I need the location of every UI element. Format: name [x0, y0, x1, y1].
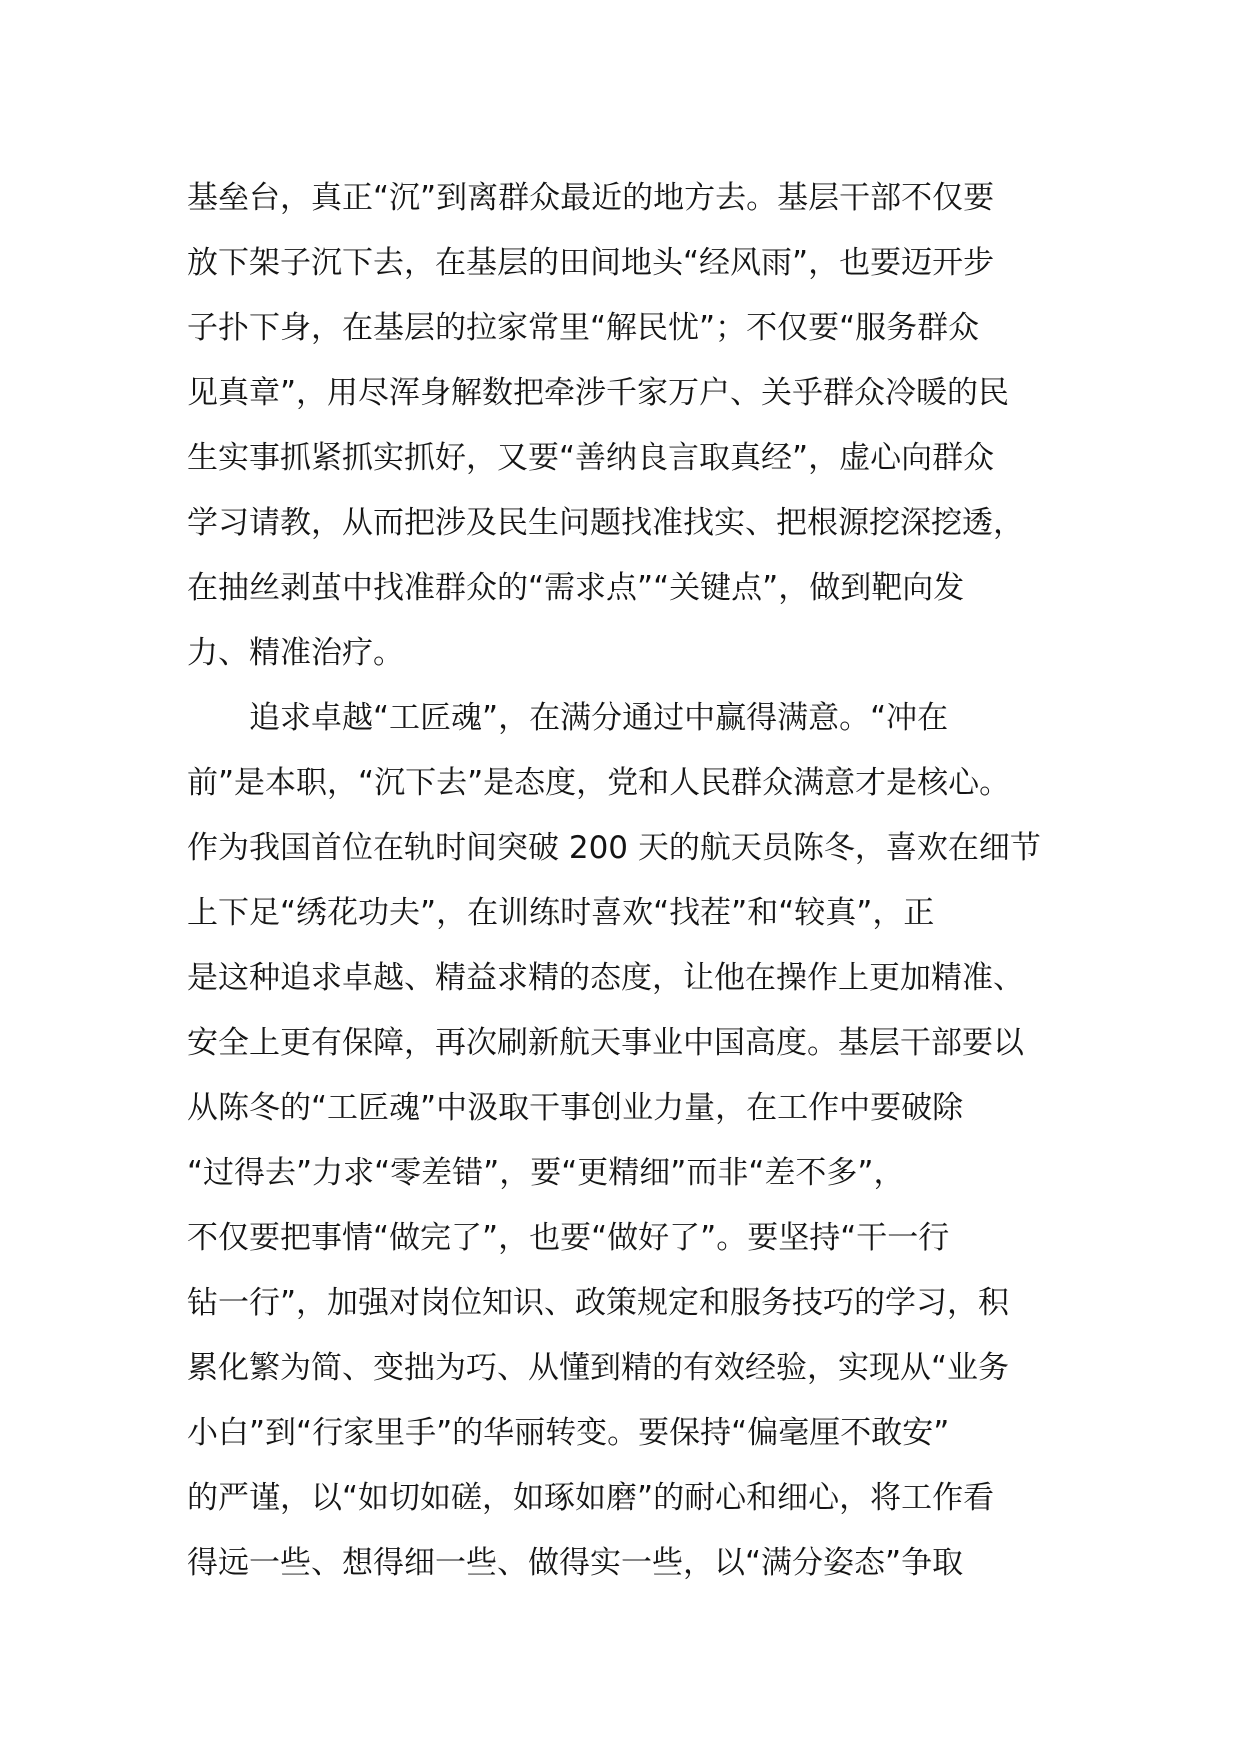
text-line: 在抽丝剥茧中找准群众的“需求点”“关键点”，做到靶向发: [187, 570, 965, 606]
text-line: 安全上更有保障，再次刷新航天事业中国高度。基层干部要以: [187, 1025, 1024, 1061]
text-line: 从陈冬的“工匠魂”中汲取干事创业力量，在工作中要破除: [187, 1090, 964, 1126]
paragraph-first-line: 追求卓越“工匠魂”，在满分通过中赢得满意。“冲在: [249, 700, 949, 736]
text-line: 基垒台，真正“沉”到离群众最近的地方去。基层干部不仅要: [187, 180, 995, 216]
text-line: 不仅要把事情“做完了”，也要“做好了”。要坚持“干一行: [187, 1220, 950, 1256]
text-line: “过得去”力求“零差错”，要“更精细”而非“差不多”，: [187, 1155, 905, 1191]
text-line: 的严谨，以“如切如磋，如琢如磨”的耐心和细心，将工作看: [187, 1480, 995, 1516]
text-line: 作为我国首位在轨时间突破 200 天的航天员陈冬，喜欢在细节: [187, 830, 1041, 866]
text-line: 上下足“绣花功夫”，在训练时喜欢“找茬”和“较真”，正: [187, 895, 935, 931]
text-line: 子扑下身，在基层的拉家常里“解民忧”；不仅要“服务群众: [187, 310, 980, 346]
text-line: 放下架子沉下去，在基层的田间地头“经风雨”，也要迈开步: [187, 245, 995, 281]
text-line: 前”是本职，“沉下去”是态度，党和人民群众满意才是核心。: [187, 765, 1011, 801]
text-line: 见真章”，用尽浑身解数把牵涉千家万户、关乎群众冷暖的民: [187, 375, 1010, 411]
text-line: 生实事抓紧抓实抓好，又要“善纳良言取真经”，虚心向群众: [187, 440, 995, 476]
text-line: 力、精准治疗。: [187, 635, 404, 671]
text-line: 小白”到“行家里手”的华丽转变。要保持“偏毫厘不敢安”: [187, 1415, 950, 1451]
text-line: 学习请教，从而把涉及民生问题找准找实、把根源挖深挖透，: [187, 505, 1024, 541]
text-line: 钻一行”，加强对岗位知识、政策规定和服务技巧的学习，积: [187, 1285, 1010, 1321]
text-line: 得远一些、想得细一些、做得实一些，以“满分姿态”争取: [187, 1545, 964, 1581]
text-line: 累化繁为简、变拙为巧、从懂到精的有效经验，实现从“业务: [187, 1350, 1010, 1386]
text-line: 是这种追求卓越、精益求精的态度，让他在操作上更加精准、: [187, 960, 1024, 996]
body-text: [187, 166, 1067, 1596]
